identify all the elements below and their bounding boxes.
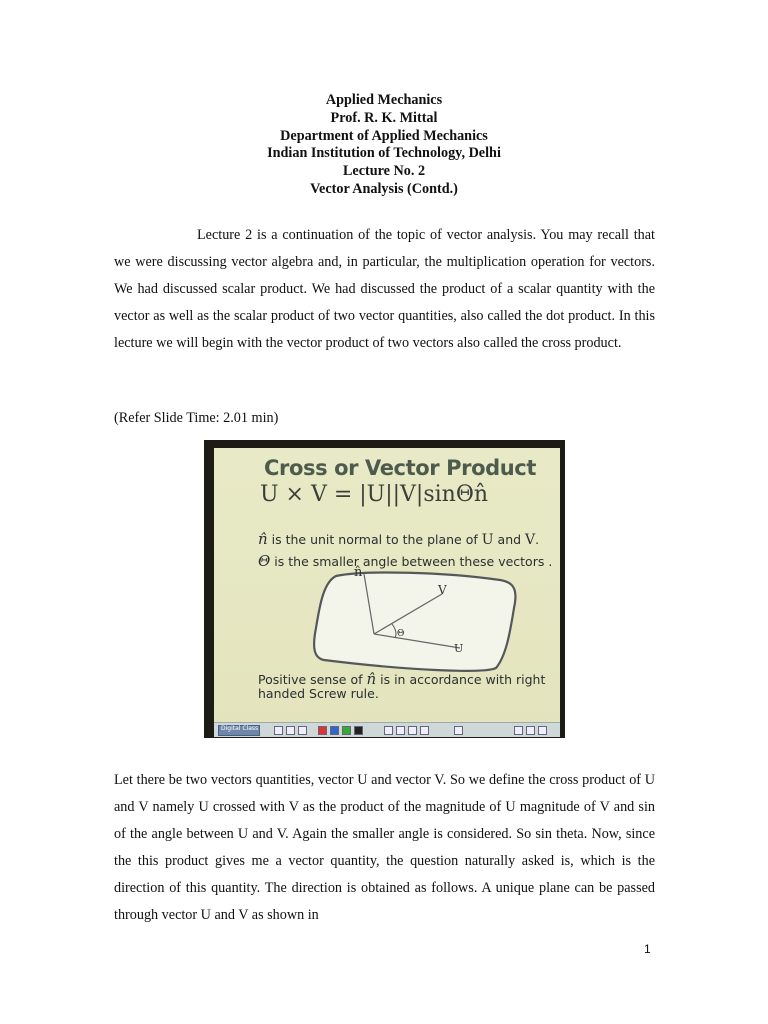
slide-text-fragment: is in accordance with right (376, 672, 546, 687)
slide-text-screw-rule: handed Screw rule. (258, 686, 379, 701)
document-header (0, 92, 768, 199)
slide-board (214, 448, 560, 724)
slide-n-hat: n̂ (366, 670, 377, 688)
diagram-label-u: U (454, 642, 464, 655)
toolbar-icon (420, 726, 429, 735)
toolbar-icon (514, 726, 523, 735)
cross-product-paragraph: Let there be two vectors quantities, vector U and vector V. So we define the cross product of U and V namely U crossed with V as the product of the magnitude of U magnitude of V and sin of the angle between U and V. Again the smaller angle is considered. So sin theta. Now, since the this product gives me a vector quantity, the question naturally asked is, which is the direction of this quantity. The direction is obtained as follows. A unique plane can be passed through vector U and V as shown in (114, 772, 655, 923)
toolbar-icon (354, 726, 363, 735)
slide-text-fragment: is the unit normal to the plane of (267, 532, 482, 547)
slide-title: Cross or Vector Product (264, 456, 536, 480)
slide-text-fragment: and (493, 532, 526, 547)
plane-outline (314, 573, 515, 671)
institution-name: Indian Institution of Technology, Delhi (267, 145, 501, 162)
department-name: Department of Applied Mechanics (280, 127, 488, 144)
toolbar-start-label: Digital Class (221, 725, 259, 732)
course-title: Applied Mechanics (325, 92, 443, 108)
slide-toolbar (214, 722, 560, 737)
cross-product-formula: U × V = |U||V|sinΘn̂ (260, 482, 489, 507)
diagram-label-theta: Θ (397, 629, 405, 639)
toolbar-icon (408, 726, 417, 735)
toolbar-start-button (218, 725, 260, 736)
lecture-topic: Vector Analysis (Contd.) (310, 180, 458, 197)
lecture-number: Lecture No. 2 (342, 163, 426, 180)
toolbar-icon (384, 726, 393, 735)
page-number: 1 (644, 942, 651, 956)
toolbar-icon (526, 726, 535, 735)
slide-text-fragment: Positive sense of (258, 672, 367, 687)
slide-n-hat: n̂ (258, 530, 268, 548)
slide-reference: (Refer Slide Time: 2.01 min) (114, 410, 279, 426)
toolbar-icon (454, 726, 463, 735)
slide-text-fragment: is the smaller angle between these vectors . (270, 554, 553, 569)
toolbar-icon (330, 726, 339, 735)
professor-name: Prof. R. K. Mittal (330, 109, 438, 126)
slide-vector-u: U (481, 532, 494, 548)
slide-text-fragment: . (535, 532, 540, 547)
toolbar-icon (274, 726, 283, 735)
slide-theta: Θ (258, 552, 271, 570)
toolbar-icon (298, 726, 307, 735)
toolbar-icon (396, 726, 405, 735)
intro-paragraph: Lecture 2 is a continuation of the topic of vector analysis. You may recall that we were discussing vector algebra and, in particular, the multiplication operation for vectors. We had discussed scalar product. We had discussed the product of a scalar quantity with the vector as well as the scalar product of two vector quantities, also called the dot product. In this lecture we will begin with the vector product of two vectors also called the cross product. (114, 227, 655, 351)
toolbar-icon (342, 726, 351, 735)
toolbar-icon (286, 726, 295, 735)
toolbar-icon (318, 726, 327, 735)
lecture-slide-image (204, 440, 565, 738)
slide-vector-v: V (525, 532, 536, 548)
toolbar-icon (538, 726, 547, 735)
diagram-label-n: n̂ (354, 565, 363, 580)
diagram-label-v: V (438, 583, 447, 597)
